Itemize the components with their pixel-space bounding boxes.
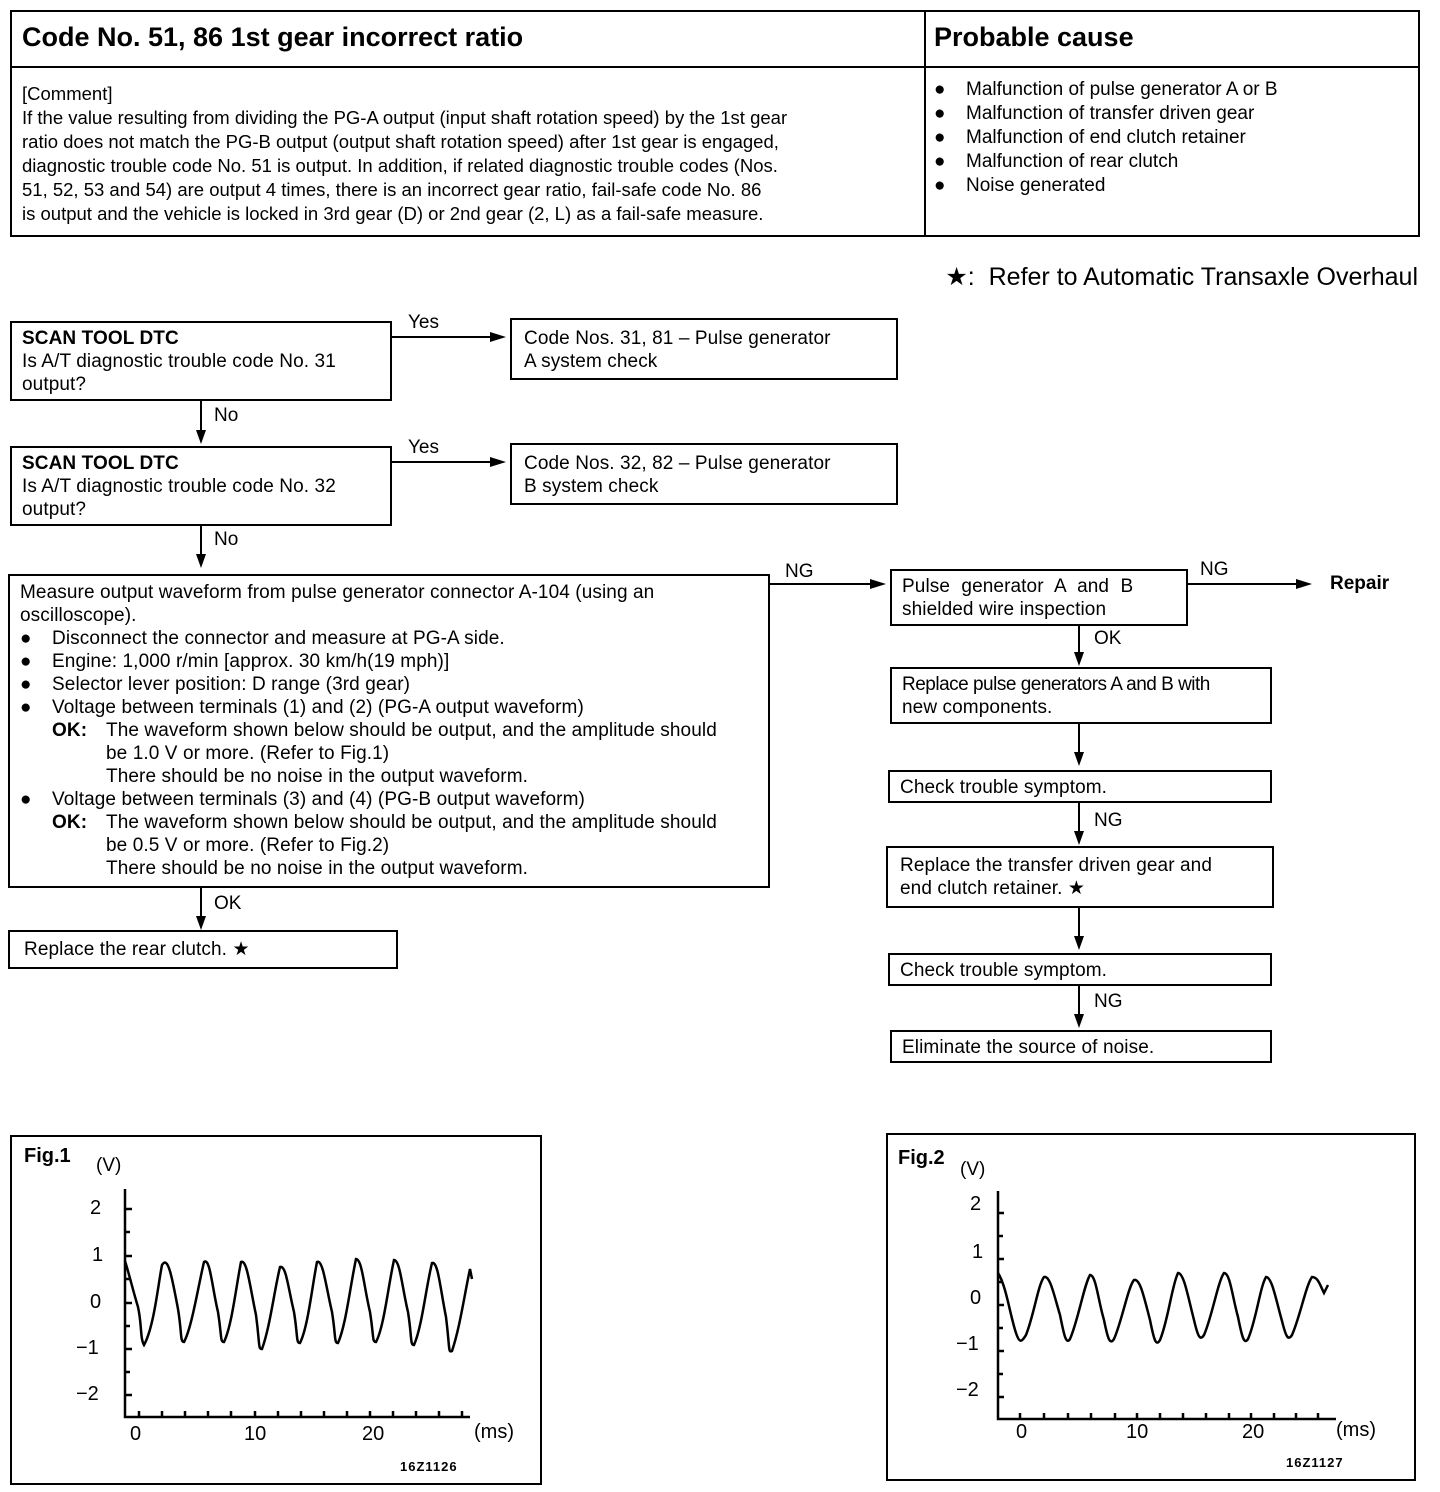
step3-ng-label: NG (785, 561, 814, 582)
cause-item: ● Noise generated (934, 175, 1106, 196)
comment-line: is output and the vehicle is locked in 3rd gear (D) or 2nd gear (2, L) as a fail-safe measure. (22, 203, 764, 224)
step1-box: SCAN TOOL DTC Is A/T diagnostic trouble code No. 31 output? (10, 321, 392, 401)
replace-pulse-generators-box: Replace pulse generators A and B with new components. (890, 667, 1272, 724)
bullet-icon: ● (20, 628, 32, 649)
comment-section (12, 68, 926, 235)
ok-criteria-a: OK: The waveform shown below should be output, and the amplitude should be 1.0 V or more. (Refer to Fig.1) There should be no noise in the output waveform. (52, 720, 717, 787)
check1-ng-connector (1078, 803, 1080, 833)
inspect-ok-label: OK (1094, 628, 1122, 649)
step3-bullet: ● Selector lever position: D range (3rd gear) (20, 674, 411, 695)
fig2-xtick: 20 (1242, 1421, 1265, 1443)
fig1-ytick: 2 (90, 1197, 102, 1219)
fig2-waveform-plot (888, 1135, 1418, 1483)
comment-line: 51, 52, 53 and 54) are output 4 times, there is an incorrect gear ratio, fail-safe code No. 86 (22, 179, 762, 200)
page-title: Code No. 51, 86 1st gear incorrect ratio (12, 12, 926, 68)
step2-yes-connector (392, 461, 492, 463)
bullet-icon: ● (934, 127, 946, 148)
replace-transfer-gear-box: Replace the transfer driven gear and end clutch retainer. ★ (886, 846, 1274, 908)
fig2-y-unit: (V) (960, 1159, 986, 1180)
cause-item: ● Malfunction of end clutch retainer (934, 127, 1246, 148)
shielded-wire-inspection-box: Pulse generator A and B shielded wire inspection (890, 569, 1188, 626)
step3-bullet: ● Voltage between terminals (3) and (4) (PG-B output waveform) (20, 789, 585, 810)
probable-cause-title: Probable cause (926, 12, 1418, 68)
arrow-down-icon (1074, 831, 1084, 845)
arrow-down-icon (1074, 936, 1084, 950)
fig2-xtick: 0 (1016, 1421, 1028, 1443)
check-symptom-box-1: Check trouble symptom. (888, 770, 1272, 803)
inspect-ok-connector (1078, 626, 1080, 654)
comment-label: [Comment] (22, 83, 113, 104)
figure-2 (886, 1133, 1416, 1481)
step1-yes-label: Yes (408, 312, 439, 333)
fig1-ytick: −1 (76, 1337, 99, 1359)
fig1-x-unit: (ms) (474, 1421, 514, 1443)
fig2-ytick: 0 (970, 1287, 982, 1309)
bullet-icon: ● (934, 151, 946, 172)
arrow-right-icon (490, 457, 506, 467)
step3-ok-connector (200, 888, 202, 918)
cause-item: ● Malfunction of pulse generator A or B (934, 79, 1278, 100)
arrow-down-icon (1074, 1014, 1084, 1028)
bullet-icon: ● (934, 79, 946, 100)
fig1-waveform-plot (12, 1137, 544, 1487)
arrow-down-icon (196, 430, 206, 444)
bullet-icon: ● (20, 674, 32, 695)
bullet-icon: ● (20, 651, 32, 672)
arrow-down-icon (196, 554, 206, 568)
bullet-icon: ● (934, 175, 946, 196)
step2-yes-box: Code Nos. 32, 82 – Pulse generator B system check (510, 443, 898, 505)
inspect-ng-connector (1188, 583, 1298, 585)
overhaul-note (945, 262, 1418, 292)
step3-ok-label: OK (214, 893, 242, 914)
bullet-icon: ● (20, 697, 32, 718)
replace-gear-connector (1078, 908, 1080, 938)
fig2-ytick: −1 (956, 1333, 979, 1355)
eliminate-noise-box: Eliminate the source of noise. (890, 1030, 1272, 1063)
fig1-xtick: 0 (130, 1423, 142, 1445)
arrow-right-icon (490, 332, 506, 342)
step3-box: Measure output waveform from pulse generator connector A-104 (using an oscilloscope). ● Disconnect the connector and measure at PG-A side. ● Engine: 1,000 r/min [approx. 30 km/h(19 mph)] ● Selector lever position: D range (3rd gear) ● Voltage between terminals (1) and (2) (PG-A output waveform) OK: The waveform shown below should be output, and the amplitude should be 1.0 V or more. (Refer to Fig.1) There should be no noise in the output waveform. ● Voltage between terminals (3) and (4) (PG-B output waveform) OK: The waveform shown below should be output, and the amplitude should be 0.5 V or more. (Refer to Fig.2) There should be no noise in the output waveform. (8, 574, 770, 888)
fig2-xtick: 10 (1126, 1421, 1149, 1443)
cause-item: ● Malfunction of rear clutch (934, 151, 1179, 172)
fig2-ytick: −2 (956, 1379, 979, 1401)
step2-yes-label: Yes (408, 437, 439, 458)
star-icon: ★: (945, 263, 975, 291)
note-text: Refer to Automatic Transaxle Overhaul (988, 263, 1418, 291)
repair-label: Repair (1330, 573, 1390, 594)
fig1-title: Fig.1 (24, 1145, 71, 1167)
comment-line: diagnostic trouble code No. 51 is output. In addition, if related diagnostic trouble codes (Nos. (22, 155, 778, 176)
cause-item: ● Malfunction of transfer driven gear (934, 103, 1255, 124)
ok-criteria-b: OK: The waveform shown below should be output, and the amplitude should be 0.5 V or more. (Refer to Fig.2) There should be no noise in the output waveform. (52, 812, 717, 879)
bullet-icon: ● (20, 789, 32, 810)
fig2-code: 16Z1127 (1286, 1455, 1344, 1470)
check-symptom-box-2: Check trouble symptom. (888, 953, 1272, 986)
fig2-title: Fig.2 (898, 1147, 945, 1169)
comment-line: If the value resulting from dividing the PG-A output (input shaft rotation speed) by the 1st gear (22, 107, 788, 128)
step1-no-connector (200, 401, 202, 431)
arrow-down-icon (1074, 652, 1084, 666)
fig1-ytick: 0 (90, 1291, 102, 1313)
fig2-x-unit: (ms) (1336, 1419, 1376, 1441)
inspect-ng-label: NG (1200, 559, 1229, 580)
fig2-ytick: 1 (972, 1241, 984, 1263)
step2-no-connector (200, 526, 202, 555)
step3-ng-connector (770, 583, 872, 585)
check2-ng-connector (1078, 986, 1080, 1016)
fig1-code: 16Z1126 (400, 1459, 458, 1474)
header-table (10, 10, 1420, 237)
step1-yes-connector (392, 336, 492, 338)
step3-bullet: ● Voltage between terminals (1) and (2) (PG-A output waveform) (20, 697, 584, 718)
step1-yes-box: Code Nos. 31, 81 – Pulse generator A system check (510, 318, 898, 380)
step2-no-label: No (214, 529, 239, 550)
replace-pg-connector (1078, 724, 1080, 754)
step2-heading: SCAN TOOL DTC (22, 453, 179, 474)
fig1-ytick: 1 (92, 1244, 104, 1266)
step1-no-label: No (214, 405, 239, 426)
arrow-down-icon (1074, 752, 1084, 766)
arrow-right-icon (870, 579, 886, 589)
step1-heading: SCAN TOOL DTC (22, 328, 179, 349)
step3-bullet: ● Disconnect the connector and measure at PG-A side. (20, 628, 505, 649)
step2-box: SCAN TOOL DTC Is A/T diagnostic trouble code No. 32 output? (10, 446, 392, 526)
check2-ng-label: NG (1094, 991, 1123, 1012)
arrow-right-icon (1296, 579, 1312, 589)
fig1-xtick: 10 (244, 1423, 267, 1445)
rear-clutch-box: Replace the rear clutch. ★ (8, 930, 398, 969)
fig1-y-unit: (V) (96, 1155, 122, 1176)
fig2-ytick: 2 (970, 1193, 982, 1215)
step3-bullet: ● Engine: 1,000 r/min [approx. 30 km/h(19 mph)] (20, 651, 450, 672)
bullet-icon: ● (934, 103, 946, 124)
comment-line: ratio does not match the PG-B output (output shaft rotation speed) after 1st gear is engaged, (22, 131, 779, 152)
fig1-ytick: −2 (76, 1383, 99, 1405)
fig1-xtick: 20 (362, 1423, 385, 1445)
arrow-down-icon (196, 916, 206, 930)
check1-ng-label: NG (1094, 810, 1123, 831)
probable-cause-list (926, 68, 1418, 235)
figure-1 (10, 1135, 542, 1485)
